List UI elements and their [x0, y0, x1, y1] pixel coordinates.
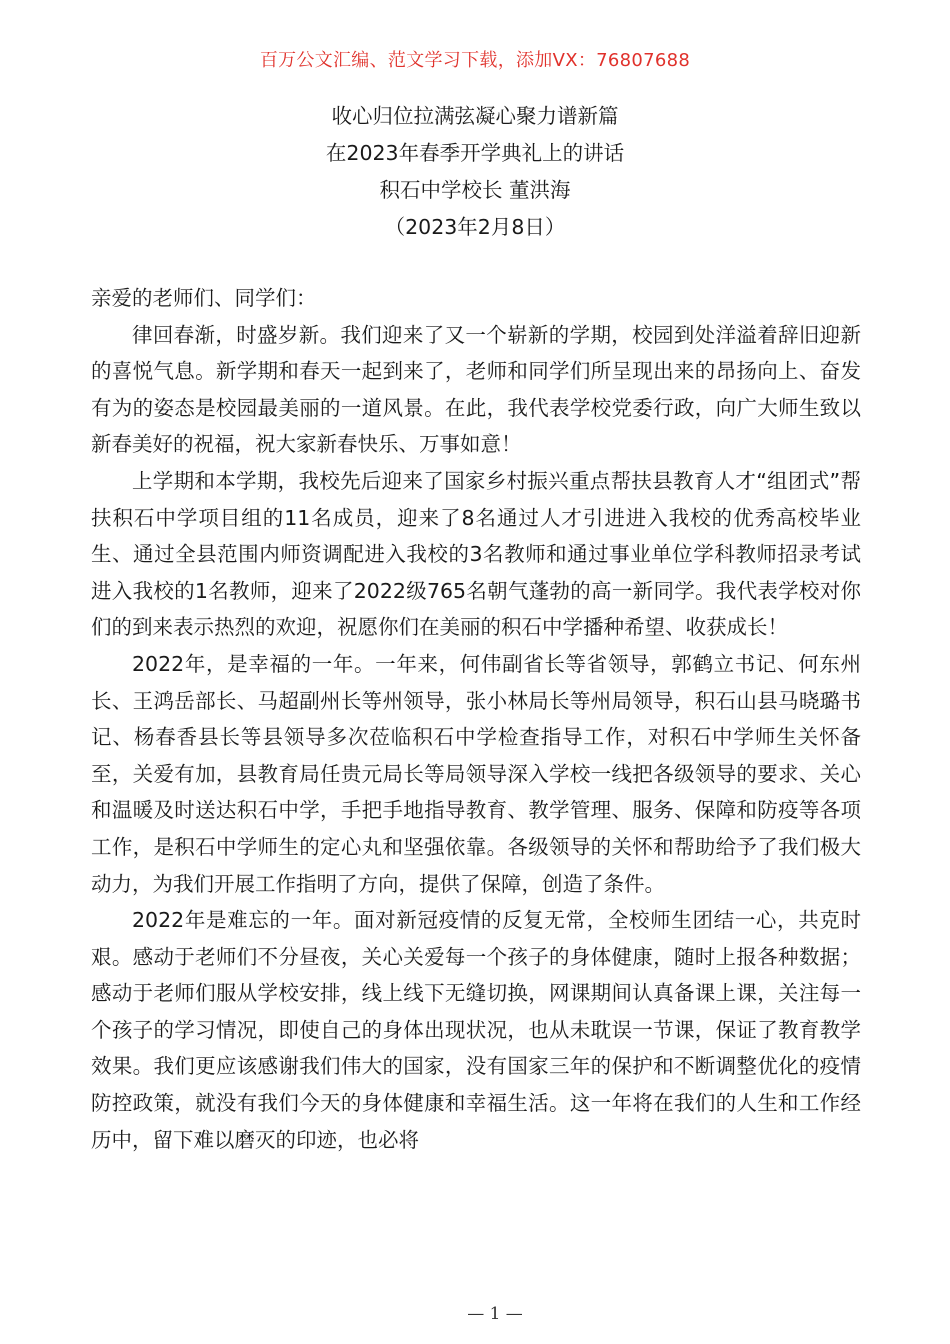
paragraph-1: 律回春渐，时盛岁新。我们迎来了又一个崭新的学期，校园到处洋溢着辞旧迎新的喜悦气息。新学期和春天一起到来了，老师和同学们所呈现出来的昂扬向上、奋发有为的姿态是校园最美丽的一道风景。在此，我代表学校党委行政，向广大师生致以新春美好的祝福，祝大家新春快乐、万事如意！ [91, 322, 861, 457]
speech-body [91, 280, 861, 1158]
title-block [0, 98, 950, 246]
salutation: 亲爱的老师们、同学们： [91, 286, 317, 310]
author-line: 积石中学校长 董洪海 [379, 178, 571, 202]
download-banner: 百万公文汇编、范文学习下载，添加VX：76807688 [259, 50, 691, 71]
paragraph-4: 2022年是难忘的一年。面对新冠疫情的反复无常，全校师生团结一心，共克时艰。感动于老师们不分昼夜，关心关爱每一个孩子的身体健康，随时上报各种数据；感动于老师们服从学校安排，线上线下无缝切换，网课期间认真备课上课，关注每一个孩子的学习情况，即使自己的身体出现状况，也从未耽误一节课，保证了教育教学效果。我们更应该感谢我们伟大的国家，没有国家三年的保护和不断调整优化的疫情防控政策，就没有我们今天的身体健康和幸福生活。这一年将在我们的人生和工作经历中，留下难以磨灭的印迹，也必将 [91, 908, 861, 1152]
date-line: （2023年2月8日） [384, 215, 566, 239]
document-title: 收心归位拉满弦凝心聚力谱新篇 [331, 104, 619, 128]
paragraph-2: 上学期和本学期，我校先后迎来了国家乡村振兴重点帮扶县教育人才“组团式”帮扶积石中学项目组的11名成员，迎来了8名通过人才引进进入我校的优秀高校毕业生、通过全县范围内师资调配进入我校的3名教师和通过事业单位学科教师招录考试进入我校的1名教师，迎来了2022级765名朝气蓬勃的高一新同学。我代表学校对你们的到来表示热烈的欢迎，祝愿你们在美丽的积石中学播种希望、收获成长！ [91, 468, 861, 640]
paragraph-3: 2022年，是幸福的一年。一年来，何伟副省长等省领导，郭鹤立书记、何东州长、王鸿岳部长、马超副州长等州领导，张小林局长等州局领导，积石山县马晓璐书记、杨春香县长等县领导多次莅临积石中学检查指导工作，对积石中学师生关怀备至，关爱有加，县教育局任贵元局长等局领导深入学校一线把各级领导的要求、关心和温暖及时送达积石中学，手把手地指导教育、教学管理、服务、保障和防疫等各项工作，是积石中学师生的定心丸和坚强依靠。各级领导的关怀和帮助给予了我们极大动力，为我们开展工作指明了方向，提供了保障，创造了条件。 [91, 651, 861, 896]
document-subtitle: 在2023年春季开学典礼上的讲话 [325, 141, 625, 165]
page-number: — 1 — [467, 1304, 523, 1324]
